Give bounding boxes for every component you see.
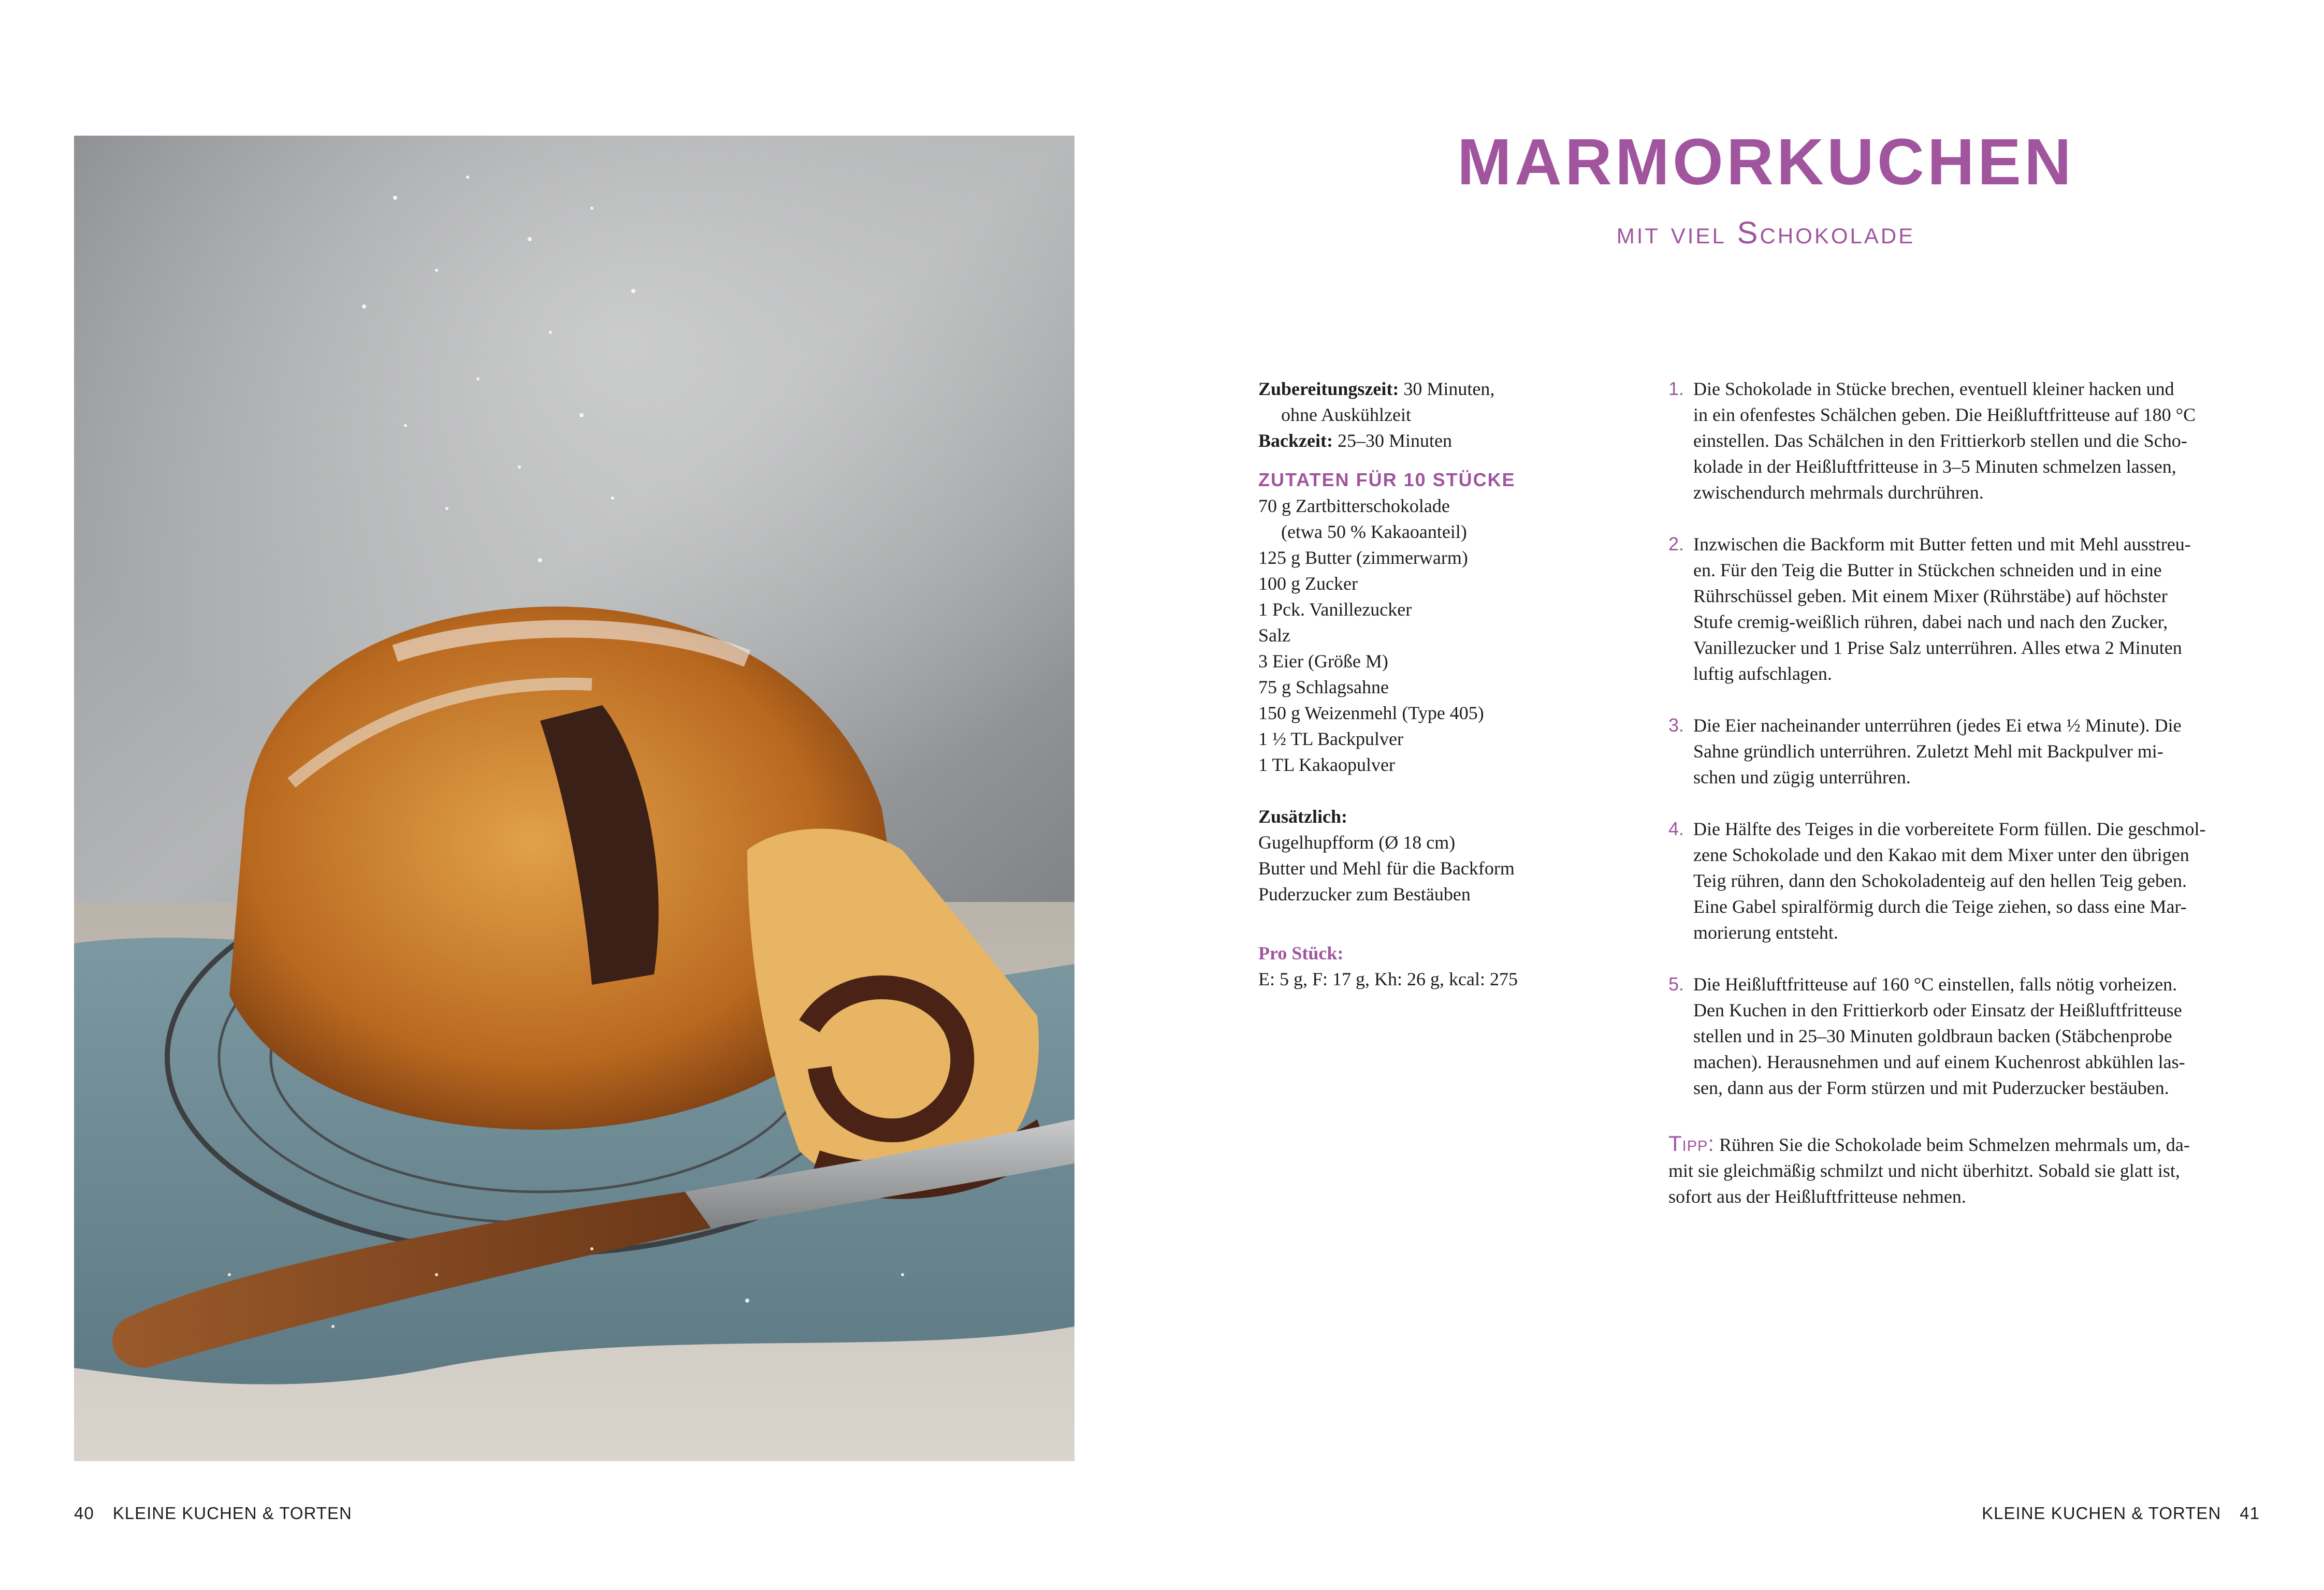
tip-label: Tipp: — [1668, 1131, 1715, 1156]
nutrition-value: E: 5 g, F: 17 g, Kh: 26 g, kcal: 275 — [1258, 969, 1518, 989]
spacer — [1258, 778, 1621, 804]
extra-item: Butter und Mehl für die Backform — [1258, 858, 1515, 879]
step-line: machen). Herausnehmen und auf einem Kuchenrost abkühlen las- — [1693, 1052, 2185, 1072]
prep-time-label: Zubereitungszeit: — [1258, 378, 1399, 399]
recipe-subtitle: mit viel Schokolade — [1616, 215, 1915, 250]
page-number-left: 40 — [74, 1504, 94, 1523]
step-number: 4. — [1668, 818, 1684, 839]
recipe-steps-column — [1668, 376, 2259, 1209]
step-line: Die Eier nacheinander unterrühren (jedes Ei etwa ½ Minute). Die — [1693, 715, 2182, 736]
step-4 — [1668, 816, 2259, 945]
step-line: Eine Gabel spiralförmig durch die Teige ziehen, so dass eine Mar- — [1693, 896, 2187, 917]
extra-item: Puderzucker zum Bestäuben — [1258, 884, 1471, 905]
prep-time-note: ohne Auskühlzeit — [1281, 404, 1411, 425]
tip-line: mit sie gleichmäßig schmilzt und nicht überhitzt. Sobald sie glatt ist, — [1668, 1160, 2180, 1181]
ingredient-item: 125 g Butter (zimmerwarm) — [1258, 547, 1468, 568]
step-line: Die Heißluftfritteuse auf 160 °C einstellen, falls nötig vorheizen. — [1693, 974, 2177, 995]
step-number: 2. — [1668, 533, 1684, 555]
recipe-title: MARMORKUCHEN — [1457, 125, 2074, 198]
ingredient-item: 70 g Zartbitterschokolade — [1258, 495, 1450, 516]
ingredient-item: 100 g Zucker — [1258, 573, 1358, 594]
spacer — [1258, 907, 1621, 940]
step-number: 1. — [1668, 378, 1684, 399]
tip-line — [1668, 1131, 2259, 1158]
step-line: kolade in der Heißluftfritteuse in 3–5 Minuten schmelzen lassen, — [1693, 456, 2176, 477]
extras-heading — [1258, 804, 1621, 829]
section-name-right: KLEINE KUCHEN & TORTEN — [1982, 1504, 2221, 1523]
step-line: zwischendurch mehrmals durchrühren. — [1693, 482, 1984, 503]
step-line: en. Für den Teig die Butter in Stückchen schneiden und in eine — [1693, 560, 2162, 580]
tip-line: sofort aus der Heißluftfritteuse nehmen. — [1668, 1186, 1966, 1207]
step-line: Stufe cremig-weißlich rühren, dabei nach und nach den Zucker, — [1693, 611, 2168, 632]
step-line: einstellen. Das Schälchen in den Frittierkorb stellen und die Scho- — [1693, 430, 2187, 451]
cake-photo-illustration — [74, 136, 1074, 1461]
ingredient-item: (etwa 50 % Kakaoanteil) — [1281, 521, 1467, 542]
step-line: sen, dann aus der Form stürzen und mit Puderzucker bestäuben. — [1693, 1077, 2169, 1098]
ingredient-item: 1 ½ TL Backpulver — [1258, 728, 1403, 749]
ingredient-item: 3 Eier (Größe M) — [1258, 651, 1388, 672]
step-line: Die Hälfte des Teiges in die vorbereitete Form füllen. Die geschmol- — [1693, 819, 2206, 839]
bake-time — [1258, 428, 1621, 454]
step-line: Den Kuchen in den Frittierkorb oder Einsatz der Heißluftfritteuse — [1693, 1000, 2182, 1020]
nutrition-label: Pro Stück: — [1258, 943, 1344, 964]
step-2 — [1668, 531, 2259, 687]
section-name-left: KLEINE KUCHEN & TORTEN — [112, 1504, 352, 1523]
footer-left — [74, 1504, 352, 1523]
page-number-right: 41 — [2240, 1504, 2260, 1523]
ingredient-item: 1 Pck. Vanillezucker — [1258, 599, 1412, 620]
recipe-info-column — [1258, 376, 1621, 992]
step-line: luftig aufschlagen. — [1693, 663, 1832, 684]
prep-time — [1258, 376, 1621, 402]
nutrition-heading — [1258, 940, 1621, 966]
tip-text: Rühren Sie die Schokolade beim Schmelzen mehrmals um, da- — [1715, 1134, 2190, 1155]
ingredient-item: 1 TL Kakaopulver — [1258, 754, 1395, 775]
prep-time-value: 30 Minuten, — [1399, 378, 1495, 399]
extras-label: Zusätzlich: — [1258, 806, 1348, 827]
step-line: Teig rühren, dann den Schokoladenteig auf den hellen Teig geben. — [1693, 870, 2187, 891]
ingredient-item: 75 g Schlagsahne — [1258, 677, 1389, 697]
bake-time-label: Backzeit: — [1258, 430, 1333, 451]
cake-photo — [74, 136, 1074, 1461]
ingredients-heading: ZUTATEN FÜR 10 STÜCKE — [1258, 469, 1516, 490]
ingredient-item: 150 g Weizenmehl (Type 405) — [1258, 703, 1484, 723]
step-line: Rührschüssel geben. Mit einem Mixer (Rührstäbe) auf höchster — [1693, 586, 2168, 606]
step-number: 5. — [1668, 973, 1684, 995]
step-3 — [1668, 712, 2259, 790]
step-line: morierung entsteht. — [1693, 922, 1838, 943]
step-5 — [1668, 971, 2259, 1101]
step-number: 3. — [1668, 714, 1684, 736]
step-line: Vanillezucker und 1 Prise Salz unterrühren. Alles etwa 2 Minuten — [1693, 637, 2182, 658]
step-line: Inzwischen die Backform mit Butter fetten und mit Mehl ausstreu- — [1693, 534, 2191, 555]
ingredient-item: Salz — [1258, 625, 1290, 646]
step-line: Sahne gründlich unterrühren. Zuletzt Mehl mit Backpulver mi- — [1693, 741, 2163, 762]
step-line: in ein ofenfestes Schälchen geben. Die Heißluftfritteuse auf 180 °C — [1693, 404, 2196, 425]
step-line: Die Schokolade in Stücke brechen, eventuell kleiner hacken und — [1693, 378, 2174, 399]
step-line: schen und zügig unterrühren. — [1693, 767, 1911, 787]
footer-right — [1982, 1504, 2260, 1523]
bake-time-value: 25–30 Minuten — [1332, 430, 1452, 451]
step-1 — [1668, 376, 2259, 505]
recipe-tip — [1668, 1131, 2259, 1209]
step-line: stellen und in 25–30 Minuten goldbraun backen (Stäbchenprobe — [1693, 1026, 2172, 1046]
step-line: zene Schokolade und den Kakao mit dem Mixer unter den übrigen — [1693, 844, 2189, 865]
extra-item: Gugelhupfform (Ø 18 cm) — [1258, 832, 1456, 853]
